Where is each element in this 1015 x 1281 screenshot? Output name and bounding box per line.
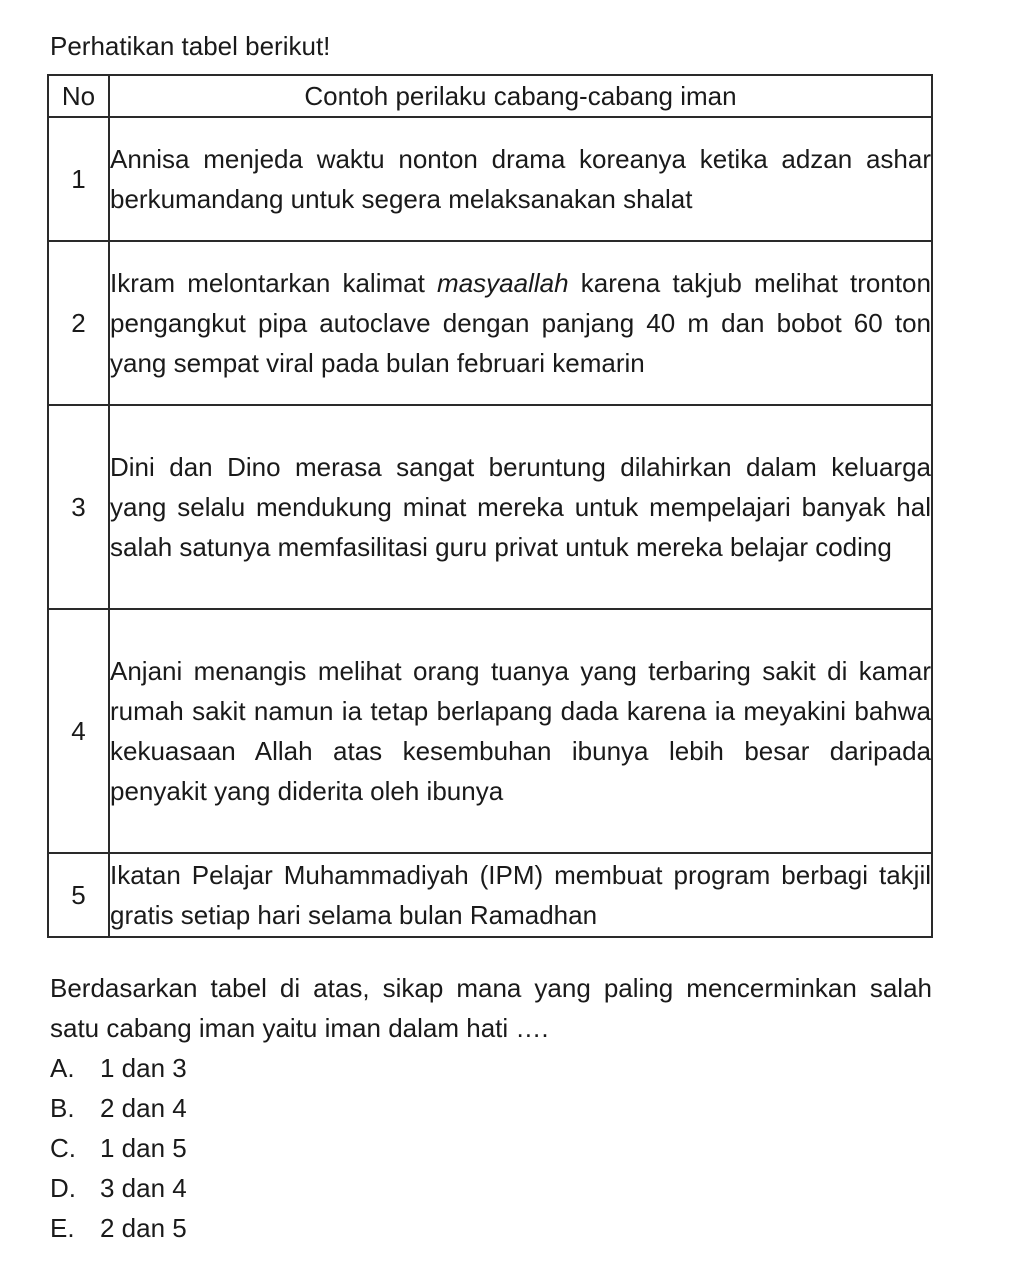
option-letter: E. [50, 1213, 75, 1243]
header-no: No [48, 75, 109, 117]
option-text: 2 dan 4 [100, 1093, 187, 1123]
option-c[interactable] [50, 1128, 187, 1168]
answer-options [50, 1048, 187, 1248]
table-row [48, 609, 932, 853]
table-row [48, 117, 932, 241]
question-text: Berdasarkan tabel di atas, sikap mana yang paling mencerminkan salah satu cabang iman yaitu iman dalam hati …. [50, 973, 932, 1043]
row-number: 5 [48, 853, 109, 937]
option-text: 1 dan 5 [100, 1133, 187, 1163]
option-text: 1 dan 3 [100, 1053, 187, 1083]
instruction-text: Perhatikan tabel berikut! [50, 31, 331, 61]
row-description [109, 241, 932, 405]
row-description: Dini dan Dino merasa sangat beruntung dilahirkan dalam keluarga yang selalu mendukung minat mereka untuk mempelajari banyak hal salah satunya memfasilitasi guru privat untuk mereka belajar coding [109, 405, 932, 609]
row-number: 4 [48, 609, 109, 853]
option-a[interactable] [50, 1048, 187, 1088]
option-letter: A. [50, 1053, 75, 1083]
option-d[interactable] [50, 1168, 187, 1208]
header-example: Contoh perilaku cabang-cabang iman [109, 75, 932, 117]
row-text-start: Ikram melontarkan kalimat [110, 268, 438, 298]
row-description: Ikatan Pelajar Muhammadiyah (IPM) membuat program berbagi takjil gratis setiap hari selama bulan Ramadhan [109, 853, 932, 937]
row-number: 1 [48, 117, 109, 241]
option-text: 3 dan 4 [100, 1173, 187, 1203]
option-letter: D. [50, 1173, 76, 1203]
row-description: Annisa menjeda waktu nonton drama koreanya ketika adzan ashar berkumandang untuk segera melaksanakan shalat [109, 117, 932, 241]
row-text-italic: masyaallah [437, 268, 569, 298]
option-letter: C. [50, 1133, 76, 1163]
table-row [48, 241, 932, 405]
row-text-end: karena takjub melihat tronton pengangkut pipa autoclave dengan panjang 40 m dan bobot 60 ton yang sempat viral pada bulan februari kemarin [110, 268, 931, 378]
behavior-table [47, 74, 933, 938]
row-number: 2 [48, 241, 109, 405]
option-e[interactable] [50, 1208, 187, 1248]
option-text: 2 dan 5 [100, 1213, 187, 1243]
row-number: 3 [48, 405, 109, 609]
row-description: Anjani menangis melihat orang tuanya yang terbaring sakit di kamar rumah sakit namun ia tetap berlapang dada karena ia meyakini bahwa kekuasaan Allah atas kesembuhan ibunya lebih besar daripada penyakit yang diderita oleh ibunya [109, 609, 932, 853]
option-letter: B. [50, 1093, 75, 1123]
table-row [48, 405, 932, 609]
table-row [48, 853, 932, 937]
option-b[interactable] [50, 1088, 187, 1128]
table-header-row [48, 75, 932, 117]
